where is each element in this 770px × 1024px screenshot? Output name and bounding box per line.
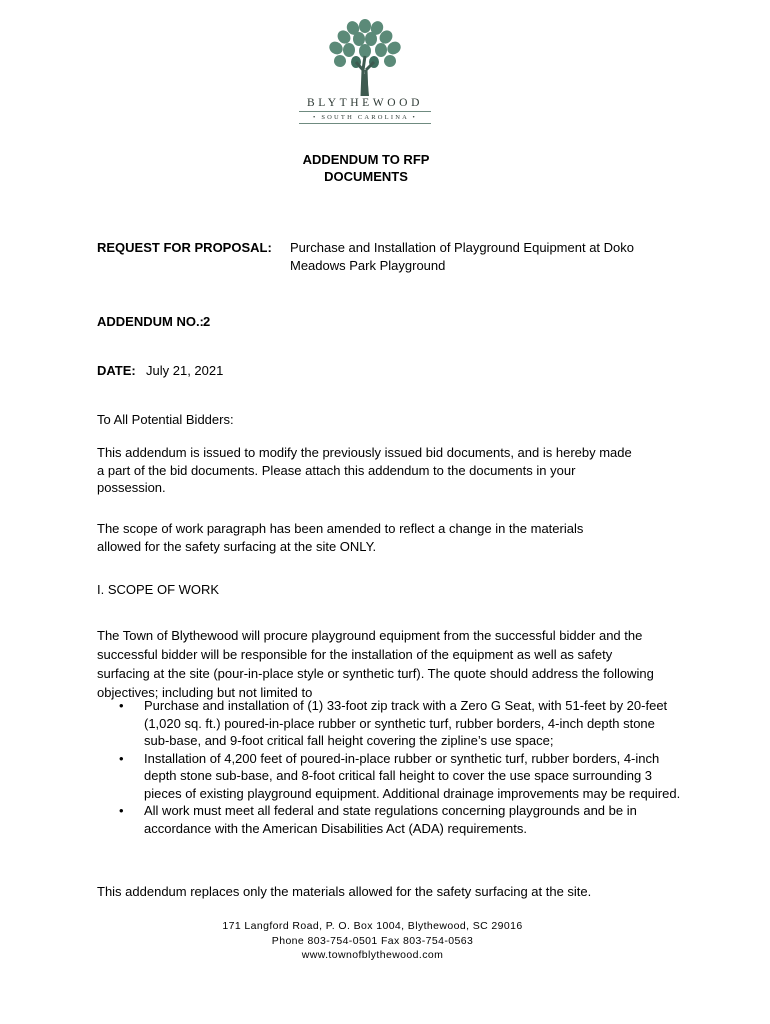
logo-town-name: BLYTHEWOOD xyxy=(307,97,423,109)
tree-logo-icon xyxy=(320,18,410,96)
logo-state-name: • SOUTH CAROLINA • xyxy=(313,114,417,121)
objectives-list xyxy=(97,697,682,837)
footer-website: www.townofblythewood.com xyxy=(301,949,444,961)
list-item: • Purchase and installation of (1) 33-foot zip track with a Zero G Seat, with 51-feet by 20-feet (1,020 sq. ft.) poured-in-place rubber or synthetic turf, rubber borders, 4-inch depth stone sub-base, and 9-foot critical fall height covering the zipline’s use space; xyxy=(97,697,682,750)
list-item: • Installation of 4,200 feet of poured-in-place rubber or synthetic turf, rubber borders, 4-inch depth stone sub-base, and 8-foot critical fall height to cover the use space surrounding 3 pieces of existing playground equipment. Additional drainage improvements may be required. xyxy=(97,750,682,803)
logo-divider xyxy=(299,111,431,112)
salutation: To All Potential Bidders: xyxy=(97,412,234,427)
document-title-line1: ADDENDUM TO RFP xyxy=(302,152,430,167)
closing-statement: This addendum replaces only the materials allowed for the safety surfacing at the site. xyxy=(97,884,592,899)
footer xyxy=(200,919,545,963)
document-title xyxy=(250,151,482,185)
scope-paragraph: The Town of Blythewood will procure playground equipment from the successful bidder and the successful bidder will be responsible for the installation of the equipment as well as safety surfacing at the site (pour-in-place style or synthetic turf). The quote should address the following objectives; including but not limited to xyxy=(97,628,654,700)
date-label: DATE: xyxy=(97,363,136,378)
footer-phone-fax: Phone 803-754-0501 Fax 803-754-0563 xyxy=(271,934,474,947)
footer-address: 171 Langford Road, P. O. Box 1004, Blythewood, SC 29016 xyxy=(222,920,523,932)
addendum-number: 2 xyxy=(203,314,211,329)
rfp-label: REQUEST FOR PROPOSAL: xyxy=(97,240,272,255)
scope-title: I. SCOPE OF WORK xyxy=(97,582,220,597)
scope-note: The scope of work paragraph has been amended to reflect a change in the materials allowed for the safety surfacing at the site ONLY. xyxy=(97,521,584,554)
rfp-value-line1: Purchase and Installation of Playground Equipment at Doko xyxy=(290,240,634,255)
document-title-line2: DOCUMENTS xyxy=(324,169,408,184)
addendum-label: ADDENDUM NO.: xyxy=(97,314,204,329)
rfp-value-line2: Meadows Park Playground xyxy=(290,258,446,273)
list-item: • All work must meet all federal and state regulations concerning playgrounds and be in accordance with the American Disabilities Act (ADA) requirements. xyxy=(97,802,682,837)
intro-paragraph: This addendum is issued to modify the previously issued bid documents, and is hereby made a part of the bid documents. Please attach this addendum to the documents in your possession. xyxy=(97,445,632,495)
date-value: July 21, 2021 xyxy=(146,363,224,378)
town-logo xyxy=(290,18,440,134)
logo-divider-bottom xyxy=(299,123,431,124)
